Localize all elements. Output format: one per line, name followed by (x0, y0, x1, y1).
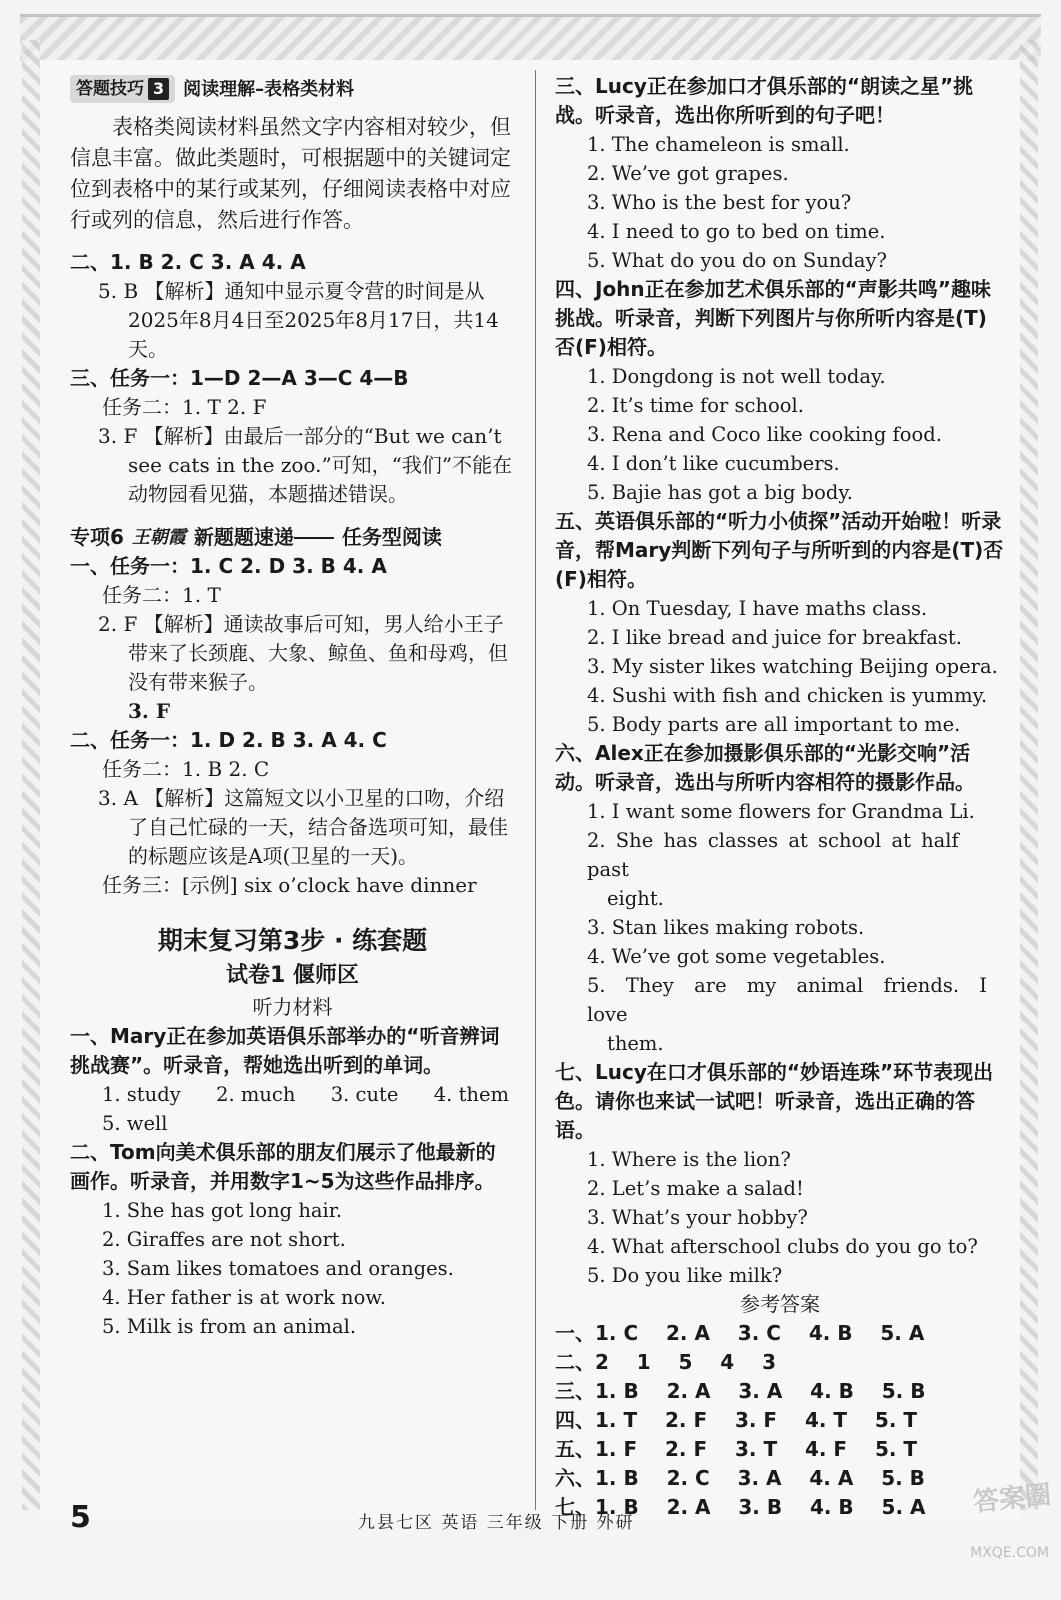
answer-2: 二、1. B 2. C 3. A 4. A (70, 250, 306, 274)
sentence-item: 3. My sister likes watching Beijing opera. (587, 655, 998, 678)
special-section-header (70, 523, 515, 552)
special-label: 专项6 (70, 525, 124, 549)
sentence-item: 1. I want some flowers for Grandma Li. (587, 800, 975, 823)
sentence-item: 2. Giraffes are not short. (102, 1228, 346, 1251)
answer-row: 五、1. F 2. F 3. T 4. F 5. T (555, 1437, 918, 1461)
sentence-item-cont: eight. (607, 887, 664, 910)
word-item: 3. cute (330, 1083, 399, 1106)
sentence-item: 1. Where is the lion? (587, 1148, 791, 1171)
answer-3-task2: 任务二：1. T 2. F (102, 395, 267, 419)
decorative-border-right (1020, 40, 1038, 1510)
word-item: 1. study (102, 1083, 181, 1106)
sentence-item: 1. She has got long hair. (102, 1199, 343, 1222)
sentence-item: 2. I like bread and juice for breakfast. (587, 626, 962, 649)
page-footer (40, 1500, 1020, 1540)
page (40, 60, 1020, 1520)
answer-row: 二、2 1 5 4 3 (555, 1350, 776, 1374)
special-answer-2-task3: 任务三：[示例] six o’clock have dinner (102, 873, 477, 897)
sentence-item: 3. Stan likes making robots. (587, 916, 865, 939)
question-4: 四、John正在参加艺术俱乐部的“声影共鸣”趣味挑战。听录音，判断下列图片与你所听内容是(T)否(F)相符。 (555, 277, 991, 359)
question-7: 七、Lucy在口才俱乐部的“妙语连珠”环节表现出色。请你也来试一试吧！听录音，选出正确的答语。 (555, 1060, 994, 1142)
decorative-border-left (22, 40, 40, 1510)
watermark-url: MXQE.COM (970, 1545, 1049, 1561)
answer-3-3: 3. F 【解析】由最后一部分的“But we can’t see cats in the zoo.”可知，“我们”不能在动物园看见猫，本题描述错误。 (98, 424, 513, 506)
answer-row: 七、1. B 2. A 3. B 4. B 5. A (555, 1495, 926, 1519)
word-item: 4. them (433, 1083, 509, 1106)
sentence-item: 4. I don’t like cucumbers. (587, 452, 840, 475)
special-answer-2-task2: 任务二：1. B 2. C (102, 757, 270, 781)
question-3: 三、Lucy正在参加口才俱乐部的“朗读之星”挑战。听录音，选出你所听到的句子吧！ (555, 74, 974, 127)
tip-badge-label: 答题技巧 (76, 78, 144, 99)
sentence-item: 2. We’ve got grapes. (587, 162, 789, 185)
sentence-item: 2. It’s time for school. (587, 394, 804, 417)
answer-row: 一、1. C 2. A 3. C 4. B 5. A (555, 1321, 925, 1345)
sentence-item: 4. Her father is at work now. (102, 1286, 386, 1309)
sentence-item: 1. On Tuesday, I have maths class. (587, 597, 928, 620)
sentence-item: 4. Sushi with fish and chicken is yummy. (587, 684, 988, 707)
tip-header (70, 72, 515, 106)
word-item: 5. well (102, 1112, 168, 1135)
sentence-item: 5. Milk is from an animal. (102, 1315, 357, 1338)
sentence-item: 1. The chameleon is small. (587, 133, 850, 156)
sentence-item: 1. Dongdong is not well today. (587, 365, 886, 388)
footer-text: 九县七区 英语 三年级 下册 外研 (358, 1513, 635, 1533)
paper-title: 试卷1 偃师区 (226, 963, 359, 988)
brand-logo: 王朝霞 (131, 527, 186, 548)
special-tail: 任务型阅读 (341, 525, 442, 549)
sentence-item: 3. Rena and Coco like cooking food. (587, 423, 942, 446)
sentence-item-cont: them. (607, 1032, 664, 1055)
question-1-words (70, 1080, 515, 1109)
tip-title: 阅读理解–表格类材料 (183, 78, 355, 100)
tip-number: 3 (148, 78, 169, 100)
tip-badge (70, 75, 175, 103)
question-1: 一、Mary正在参加英语俱乐部举办的“听音辨词挑战赛”。听录音，帮她选出听到的单词。 (70, 1024, 500, 1077)
answer-3: 三、任务一：1—D 2—A 3—C 4—B (70, 366, 409, 390)
column-divider (535, 70, 536, 1510)
right-column (555, 72, 1005, 1522)
answer-row: 三、1. B 2. A 3. A 4. B 5. B (555, 1379, 926, 1403)
tip-text: 表格类阅读材料虽然文字内容相对较少，但信息丰富。做此类题时，可根据题中的关键词定位到表格中的某行或某列，仔细阅读表格中对应行或列的信息，然后进行作答。 (70, 115, 511, 232)
sentence-item: 2. She has classes at school at half past (587, 829, 959, 881)
special-answer-2: 二、任务一：1. D 2. B 3. A 4. C (70, 728, 387, 752)
sentence-item: 5. They are my animal friends. I love (587, 974, 987, 1026)
sentence-item: 3. What’s your hobby? (587, 1206, 808, 1229)
question-5: 五、英语俱乐部的“听力小侦探”活动开始啦！听录音，帮Mary判断下列句子与所听到的内容是(T)否(F)相符。 (555, 509, 1004, 591)
special-answer-1-task2: 任务二：1. T (102, 583, 221, 607)
special-answer-2-3: 3. A 【解析】这篇短文以小卫星的口吻，介绍了自己忙碌的一天，结合备选项可知，最佳的标题应该是A项(卫星的一天)。 (98, 786, 508, 868)
special-mid: 新题题速递 (193, 525, 294, 549)
answer-key-title: 参考答案 (740, 1292, 820, 1316)
watermark-logo: 答案圈 (971, 1479, 1053, 1518)
left-column (70, 72, 515, 1341)
decorative-border-top (20, 14, 1041, 61)
answer-2-5: 5. B 【解析】通知中显示夏令营的时间是从2025年8月4日至2025年8月17日，共14天。 (98, 279, 499, 361)
word-item: 2. much (216, 1083, 296, 1106)
sentence-item: 4. What afterschool clubs do you go to? (587, 1235, 978, 1258)
question-6: 六、Alex正在参加摄影俱乐部的“光影交响”活动。听录音，选出与所听内容相符的摄影作品。 (555, 741, 975, 794)
sentence-item: 5. What do you do on Sunday? (587, 249, 887, 272)
sentence-item: 2. Let’s make a salad! (587, 1177, 804, 1200)
sentence-item: 5. Do you like milk? (587, 1264, 783, 1287)
sentence-item: 4. We’ve got some vegetables. (587, 945, 886, 968)
question-2: 二、Tom向美术俱乐部的朋友们展示了他最新的画作。听录音，并用数字1~5为这些作品排序。 (70, 1140, 496, 1193)
sentence-item: 3. Who is the best for you? (587, 191, 852, 214)
sentence-item: 4. I need to go to bed on time. (587, 220, 886, 243)
special-answer-1-3: 3. F (128, 699, 171, 723)
answer-row: 四、1. T 2. F 3. F 4. T 5. T (555, 1408, 918, 1432)
page-number: 5 (70, 1500, 91, 1535)
special-answer-1-2: 2. F 【解析】通读故事后可知，男人给小王子带来了长颈鹿、大象、鲸鱼、鱼和母鸡，但没有带来猴子。 (98, 612, 508, 694)
answer-row: 六、1. B 2. C 3. A 4. A 5. B (555, 1466, 925, 1490)
sentence-item: 5. Bajie has got a big body. (587, 481, 853, 504)
listening-material-title: 听力材料 (252, 995, 333, 1019)
sentence-item: 3. Sam likes tomatoes and oranges. (102, 1257, 454, 1280)
special-answer-1: 一、任务一：1. C 2. D 3. B 4. A (70, 554, 387, 578)
sentence-item: 5. Body parts are all important to me. (587, 713, 961, 736)
review-title: 期末复习第3步 · 练套题 (157, 926, 428, 955)
special-dash (294, 523, 334, 552)
